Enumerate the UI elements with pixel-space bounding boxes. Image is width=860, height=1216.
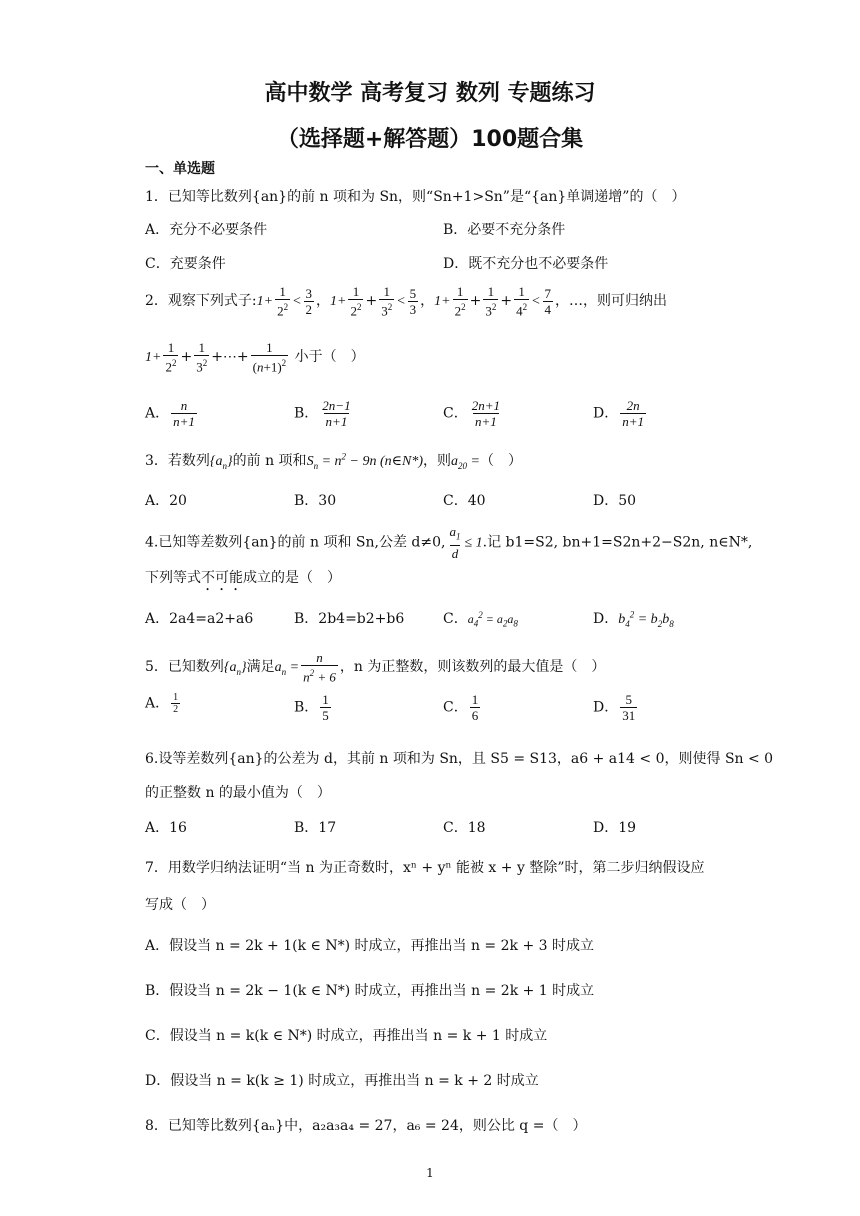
q5-option-d: D． $\frac{5}{31}$ xyxy=(593,692,636,723)
q5-option-b: B． $\frac{1}{5}$ xyxy=(294,692,329,723)
question-7-line2: 写成（ ） xyxy=(145,897,215,913)
q2-option-b: B． $\frac{2n-1}{n+1}$ xyxy=(294,398,351,429)
question-2-line2: 1+ $\frac{1}{2^2}$ + $\frac{1}{3^2}$ +⋯+ $\frac{1}{(n+1)^2}$ 小于（ ） xyxy=(145,340,365,375)
question-8-stem: 8．已知等比数列{aₙ}中，a₂a₃a₄ = 27，a₆ = 24，则公比 q =（ ） xyxy=(145,1118,587,1134)
q2-option-c: C． $\frac{2n+1}{n+1}$ xyxy=(443,398,500,429)
q6-option-d: D．19 xyxy=(593,820,637,836)
page-number: 1 xyxy=(426,1166,434,1180)
q1-option-b: B．必要不充分条件 xyxy=(443,222,566,238)
q6-option-a: A．16 xyxy=(145,820,187,836)
question-4-line2: 下列等式不可能成立的是（ ） xyxy=(145,570,341,586)
q2-line2-suffix: 小于（ ） xyxy=(294,349,365,366)
question-3-stem: 3．若数列$\{a_n\}$的前 n 项和$S_n = n^2 - 9n$ (n∈N*)，则$a_{20}$ =（ ） xyxy=(145,451,522,471)
question-6-stem: 6.设等差数列{an}的公差为 d，其前 n 项和为 Sn，且 S5 = S13，a6 + a14 < 0，则使得 Sn < 0 xyxy=(145,751,774,767)
q7-option-a: A．假设当 n = 2k + 1(k ∈ N*) 时成立，再推出当 n = 2k + 3 时成立 xyxy=(145,938,594,954)
q5-option-c: C． $\frac{1}{6}$ xyxy=(443,692,479,723)
question-1-stem: 1．已知等比数列{an}的前 n 项和为 Sn，则“Sn+1>Sn”是“{an}单调递增”的（ ） xyxy=(145,189,686,205)
question-4-stem: 4.已知等差数列{an}的前 n 项和 Sn,公差 d≠0, $\frac{a_1}{d}$ ≤ 1.记 b1=S2, bn+1=S2n+2−S2n, n∈N*, xyxy=(145,524,753,561)
document-title: 高中数学 高考复习 数列 专题练习 xyxy=(264,81,596,106)
q3-option-d: D．50 xyxy=(593,493,637,509)
q2-option-a: A． $\frac{n}{n+1}$ xyxy=(145,398,195,429)
emphasis-text: 不可能 xyxy=(201,570,243,586)
q4-option-c: C．$a_4^2 = a_2a_8$ xyxy=(443,610,518,629)
q2-stem-suffix: ，…，则可归纳出 xyxy=(555,293,668,310)
q3-option-a: A．20 xyxy=(145,493,187,509)
q1-option-d: D．既不充分也不必要条件 xyxy=(443,256,609,272)
q7-option-c: C．假设当 n = k(k ∈ N*) 时成立，再推出当 n = k + 1 时成立 xyxy=(145,1028,548,1044)
question-7-stem: 7．用数学归纳法证明“当 n 为正奇数时，xⁿ + yⁿ 能被 x + y 整除”时，第二步归纳假设应 xyxy=(145,860,705,876)
q3-option-b: B．30 xyxy=(294,493,337,509)
q3-option-c: C．40 xyxy=(443,493,486,509)
question-6-line2: 的正整数 n 的最小值为（ ） xyxy=(145,785,331,801)
question-2-stem: 2．观察下列式子:1+ $\frac{1}{2^2}$ < $\frac{3}{2}$ ，1+ $\frac{1}{2^2}$ + $\frac{1}{3^2}$ < $\frac{5}{3}$ ，1+ $\frac{1}{2^2}$ + $\frac{1}{3^2}$ + $\frac{1}{4^2}$ < $\frac{7}{4}$ ，…，则可归纳出 xyxy=(145,284,668,319)
q1-option-c: C．充要条件 xyxy=(145,256,226,272)
document-subtitle: （选择题+解答题）100题合集 xyxy=(276,127,584,152)
q7-option-b: B．假设当 n = 2k − 1(k ∈ N*) 时成立，再推出当 n = 2k + 1 时成立 xyxy=(145,983,595,999)
q6-option-b: B．17 xyxy=(294,820,337,836)
section-heading: 一、单选题 xyxy=(145,161,215,177)
q4-option-b: B．2b4=b2+b6 xyxy=(294,611,405,627)
q7-option-d: D．假设当 n = k(k ≥ 1) 时成立，再推出当 n = k + 2 时成立 xyxy=(145,1073,539,1089)
q5-option-a: A． $\frac{1}{2}$ xyxy=(145,692,179,715)
q6-option-c: C．18 xyxy=(443,820,486,836)
q4-option-d: D．$b_4^2 = b_2b_8$ xyxy=(593,609,674,629)
q2-option-d: D． $\frac{2n}{n+1}$ xyxy=(593,398,645,429)
q2-stem-prefix: 2．观察下列式子: xyxy=(145,293,257,310)
q4-option-a: A．2a4=a2+a6 xyxy=(145,611,254,627)
question-5-stem: 5．已知数列$\{a_n\}$满足$a_n$ = $\frac{n}{n^2 + 6}$ ，n 为正整数，则该数列的最大值是（ ） xyxy=(145,650,606,685)
q1-option-a: A．充分不必要条件 xyxy=(145,222,268,238)
